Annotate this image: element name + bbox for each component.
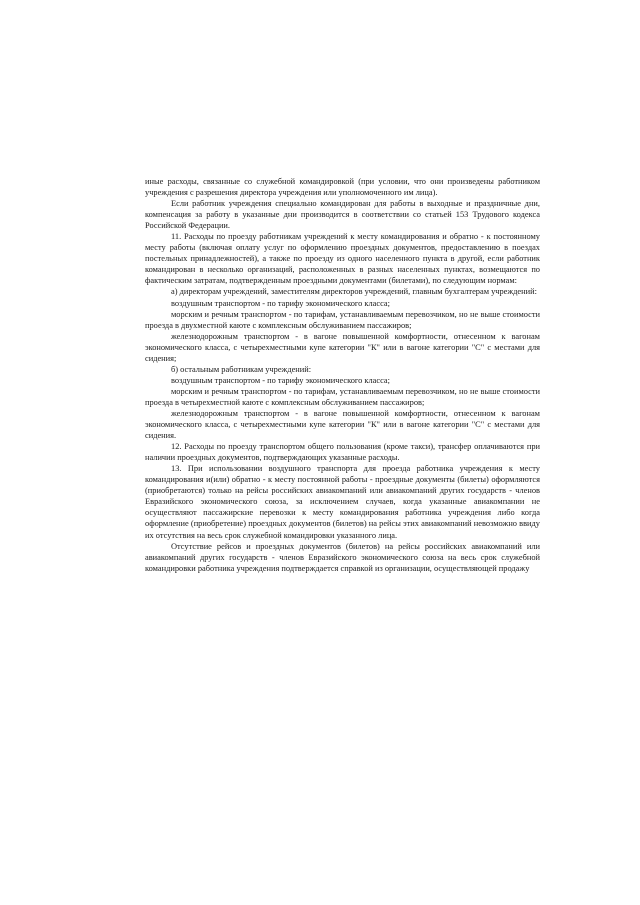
document-page	[145, 176, 540, 574]
paragraph-a-sea: морским и речным транспортом - по тарифам, устанавливаемым перевозчиком, но не выше стоимости проезда в двухместной каюте с комплексным обслуживанием пассажиров;	[145, 309, 540, 330]
paragraph-item-11: 11. Расходы по проезду работникам учреждений к месту командирования и обратно - к постоянному месту работы (включая оплату услуг по оформлению проездных документов, предоставлению в поездах постельных принадлежностей), а также по проезду из одного населенного пункта в другой, если работник командирован в несколько организаций, расположенных в разных населенных пунктах, возмещаются по фактическим затратам, подтвержденным проездными документами (билетами), по следующим нормам:	[145, 232, 540, 286]
paragraph-item-b: б) остальным работникам учреждений:	[171, 364, 312, 374]
paragraph-b-air: воздушным транспортом - по тарифу экономического класса;	[171, 375, 390, 385]
paragraph-a-air: воздушным транспортом - по тарифу экономического класса;	[171, 298, 390, 308]
paragraph-weekend-work: Если работник учреждения специально командирован для работы в выходные и праздничные дни, компенсация за работу в указанные дни производится в соответствии со статьей 153 Трудового кодекса Российской Федерации.	[145, 199, 540, 231]
paragraph-item-13: 13. При использовании воздушного транспорта для проезда работника учреждения к месту командирования и(или) обратно - к месту постоянной работы - проездные документы (билеты) оформляются (приобретаются) только на рейсы российских авиакомпаний или авиакомпаний других государств - членов Евразийского экономического союза, за исключением случаев, когда указанные авиакомпании не осуществляют пассажирские перевозки к месту командирования работника учреждения либо когда оформление (приобретение) проездных документов (билетов) на рейсы этих авиакомпаний невозможно ввиду их отсутствия на весь срок служебной командировки указанного лица.	[145, 464, 540, 540]
paragraph-item-a: а) директорам учреждений, заместителям директоров учреждений, главным бухгалтерам учреждений:	[171, 287, 537, 297]
paragraph-item-12: 12. Расходы по проезду транспортом общего пользования (кроме такси), трансфер оплачиваются при наличии проездных документов, подтверждающих указанные расходы.	[145, 442, 540, 463]
paragraph-b-rail: железнодорожным транспортом - в вагоне повышенной комфортности, отнесенном к вагонам экономического класса, с четырехместными купе категории "К" или в вагоне категории "С" с местами для сидения.	[145, 408, 540, 441]
paragraph-a-rail: железнодорожным транспортом - в вагоне повышенной комфортности, отнесенном к вагонам экономического класса, с четырехместными купе категории "К" или в вагоне категории "С" с местами для сидения;	[145, 331, 540, 363]
paragraph-no-flights: Отсутствие рейсов и проездных документов (билетов) на рейсы российских авиакомпаний или авиакомпаний других государств - членов Евразийского экономического союза на весь срок служебной командировки работника учреждения подтверждается справкой из организации, осуществляющей продажу	[145, 541, 540, 573]
paragraph-other-expenses: иные расходы, связанные со служебной командировкой (при условии, что они произведены работником учреждения с разрешения директора учреждения или уполномоченного им лица).	[145, 177, 540, 198]
paragraph-b-sea: морским и речным транспортом - по тарифам, устанавливаемым перевозчиком, но не выше стоимости проезда в четырехместной каюте с комплексным обслуживанием пассажиров;	[145, 386, 540, 407]
